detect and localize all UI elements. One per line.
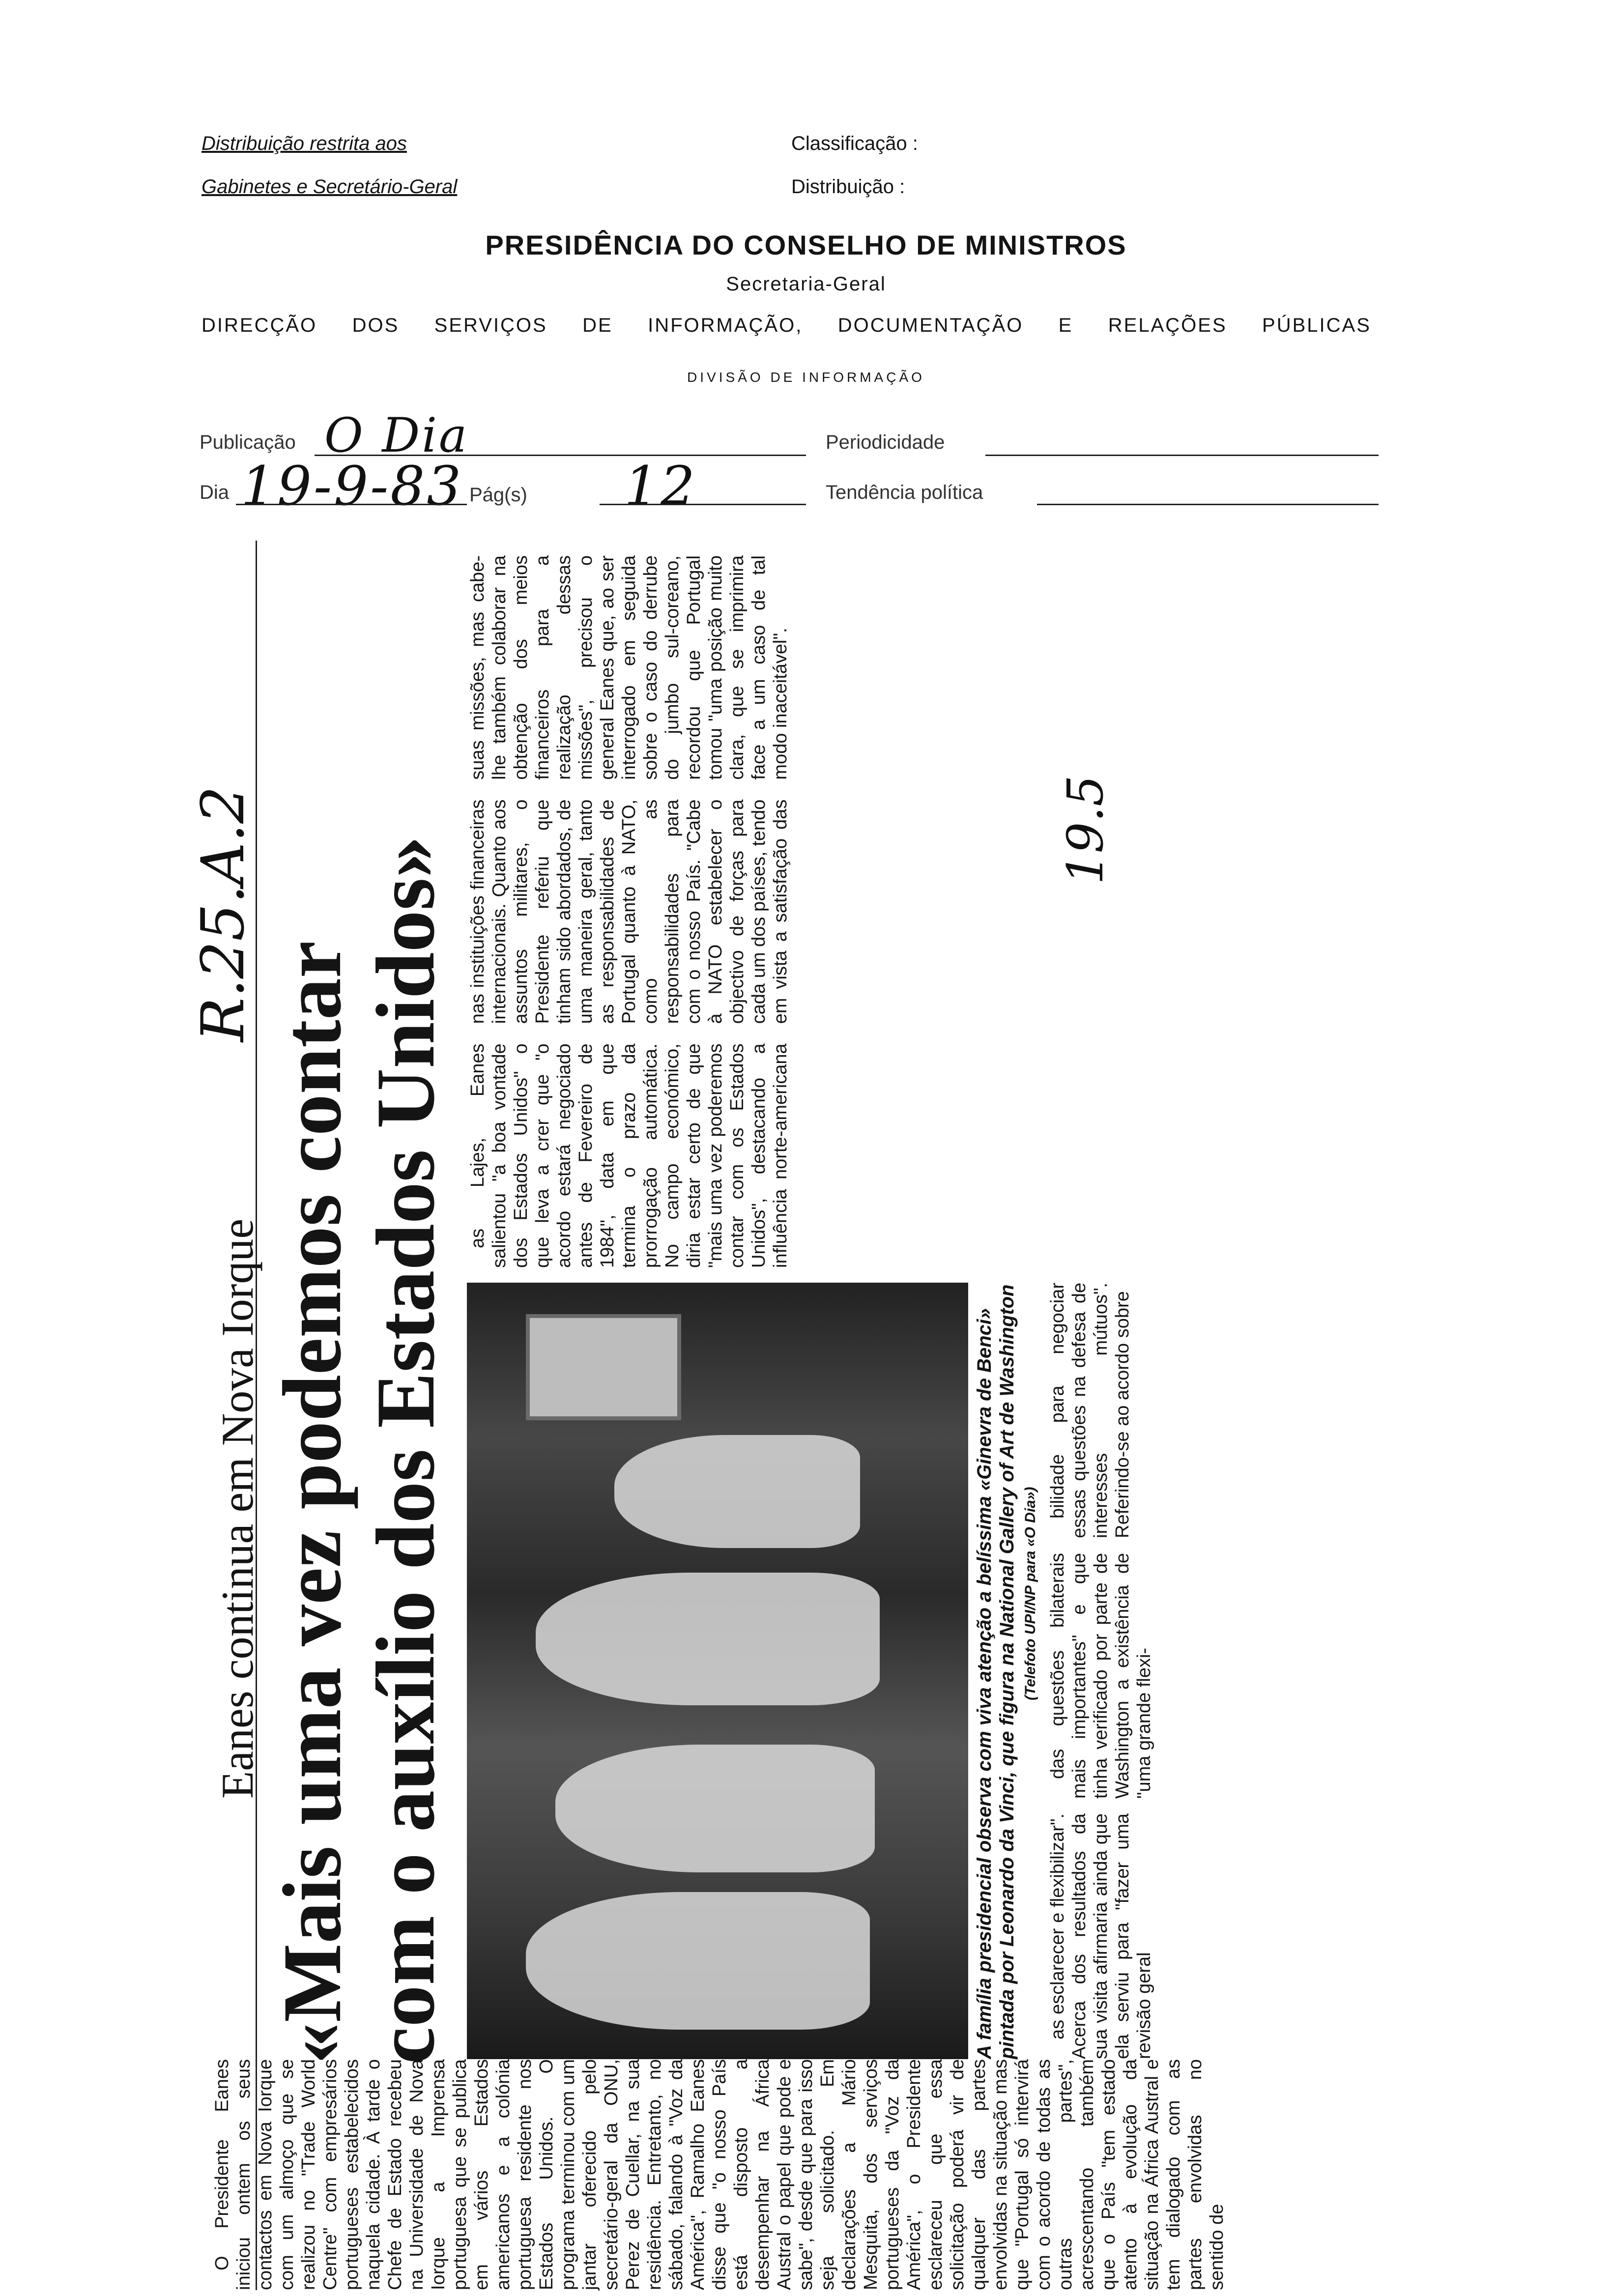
pages-label: Pág(s): [469, 484, 527, 506]
secretariat-subtitle: Secretaria-Geral: [726, 273, 886, 295]
headline-line-1: «Mais uma vez podemos contar: [266, 941, 358, 2064]
photo-credit: (Telefoto UPI/NP para «O Dia»): [1022, 1487, 1038, 1700]
headline-line-2: com o auxílio dos Estados Unidos»: [359, 836, 452, 2064]
article-headline: [265, 737, 452, 2064]
column-3: [1047, 1553, 1158, 1799]
column-2: [1047, 1813, 1158, 2059]
column-5-text: as Lajes, Eanes salientou "a boa vontade dos Estados Unidos" o que leva a crer que "o acordo estará negociado antes de Fevereiro de 1984", data em que termina o prazo da prorrogação automática. No campo económico, diria estar certo de que "mais uma vez poderemos contar com os Estados Unidos", destacando a influência norte-americana nas instituições financeiras internacionais. Quanto aos assuntos militares, o Presidente referiu que tinham sido abordados, de uma maneira geral, tanto as responsabilidades de Portugal quanto à NATO, como as responsabilidades para com o nosso País. "Cabe à NATO estabelecer o objectivo de forças para cada um dos países, tendo em vista a satisfação das suas missões, mas cabe-lhe também colaborar na obtenção dos meios financeiros para a realização dessas missões", precisou o general Eanes que, ao ser interrogado em seguida sobre o caso do derrube do jumbo sul-coreano, recordou que Portugal tomou "uma posição muito clara, que se imprimira face a um caso de tal modo inaceitável".: [467, 555, 791, 1268]
dept-word: SERVIÇOS: [434, 315, 547, 336]
column-4-text: bilidade para negociar essas questões na defesa de interesses mútuos". Referindo-se ao acordo sobre: [1047, 1283, 1133, 1538]
political-tendency-label: Tendência política: [826, 482, 983, 503]
dept-word: E: [1058, 315, 1073, 336]
day-handwritten-value: 19-9-83: [241, 455, 463, 517]
column-1-text: O Presidente Eanes iniciou ontem os seus contactos em Nova Iorque com um almoço que se realizou no "Trade World Centre" com empresários portugueses estabelecidos naquela cidade. À tarde o Chefe de Estado recebeu na Universidade de Nova Iorque a Imprensa portuguesa que se publica em vários Estados americanos e a colónia portuguesa residente nos Estados Unidos. O programa terminou com um jantar oferecido pelo secretário-geral da ONU, Perez de Cuellar, na sua residência. Entretanto, no sábado, falando à "Voz da América", Ramalho Eanes disse que "o nosso País está disposto a desempenhar na África Austral o papel que pode e sabe", desde que para isso seja solicitado. Em declarações a Mário Mesquita, dos serviços portugueses da "Voz da América", o Presidente esclareceu que essa solicitação poderá vir de qualquer das partes envolvidas na situação mas que "Portugal só intervirá com o acordo de todas as outras partes", acrescentando também que o País "tem estado atento à evolução da situação na África Austral e tem dialogado com as partes envolvidas no sentido de: [212, 2059, 1227, 2290]
dept-word: DE: [582, 315, 613, 336]
dept-word: PÚBLICAS: [1262, 315, 1371, 336]
photo-caption: A família presidencial observa com viva atenção a belíssima «Ginevra de Benci» pintada por Leonardo da Vinci, que figura na National Gallery of Art de Washington: [974, 1284, 1018, 2059]
archive-stamp-number: 19.5: [1057, 775, 1114, 885]
photo-painting: [526, 1314, 681, 1420]
column-5: [467, 555, 1234, 1268]
column-3-text: das questões bilaterais mais importantes" e que tinha verificado por parte de Washington a existência de "uma grande flexi-: [1047, 1553, 1154, 1799]
rotated-article: [192, 541, 1558, 2290]
dept-word: INFORMAÇÃO,: [648, 315, 803, 336]
distribution-restricted-line: Distribuição restrita aos: [202, 133, 407, 154]
column-4: [1047, 1283, 1136, 1538]
article-kicker: Eanes continua em Nova Iorque: [212, 1218, 262, 1799]
classification-label: Classificação :: [791, 133, 918, 154]
photo-figure: [555, 1745, 875, 1872]
ministry-title: PRESIDÊNCIA DO CONSELHO DE MINISTROS: [485, 230, 1127, 260]
photo-figure: [536, 1573, 880, 1705]
publication-label: Publicação: [200, 431, 296, 453]
distribution-label: Distribuição :: [791, 176, 905, 198]
stamp-line-1: R.25.A.2: [189, 786, 258, 1042]
pages-handwritten-value: 12: [624, 455, 697, 517]
periodicity-label: Periodicidade: [826, 431, 945, 453]
distribution-offices-line: Gabinetes e Secretário-Geral: [202, 176, 458, 198]
column-2-text: as esclarecer e flexibilizar". Acerca dos resultados da sua visita afirmaria ainda que ela serviu para "fazer uma revisão geral: [1047, 1813, 1154, 2059]
photo-figure: [614, 1435, 860, 1548]
day-label: Dia: [200, 482, 230, 503]
publication-handwritten-value: O Dia: [324, 408, 469, 463]
dept-word: DIRECÇÃO: [202, 315, 317, 336]
dept-word: DOCUMENTAÇÃO: [837, 315, 1024, 336]
article-photo: [467, 1283, 968, 2059]
photo-figure: [526, 1892, 870, 2030]
dept-word: DOS: [352, 315, 400, 336]
dept-word: RELAÇÕES: [1108, 315, 1227, 336]
division-line: DIVISÃO DE INFORMAÇÃO: [687, 370, 925, 385]
column-1: [211, 2059, 1231, 2290]
